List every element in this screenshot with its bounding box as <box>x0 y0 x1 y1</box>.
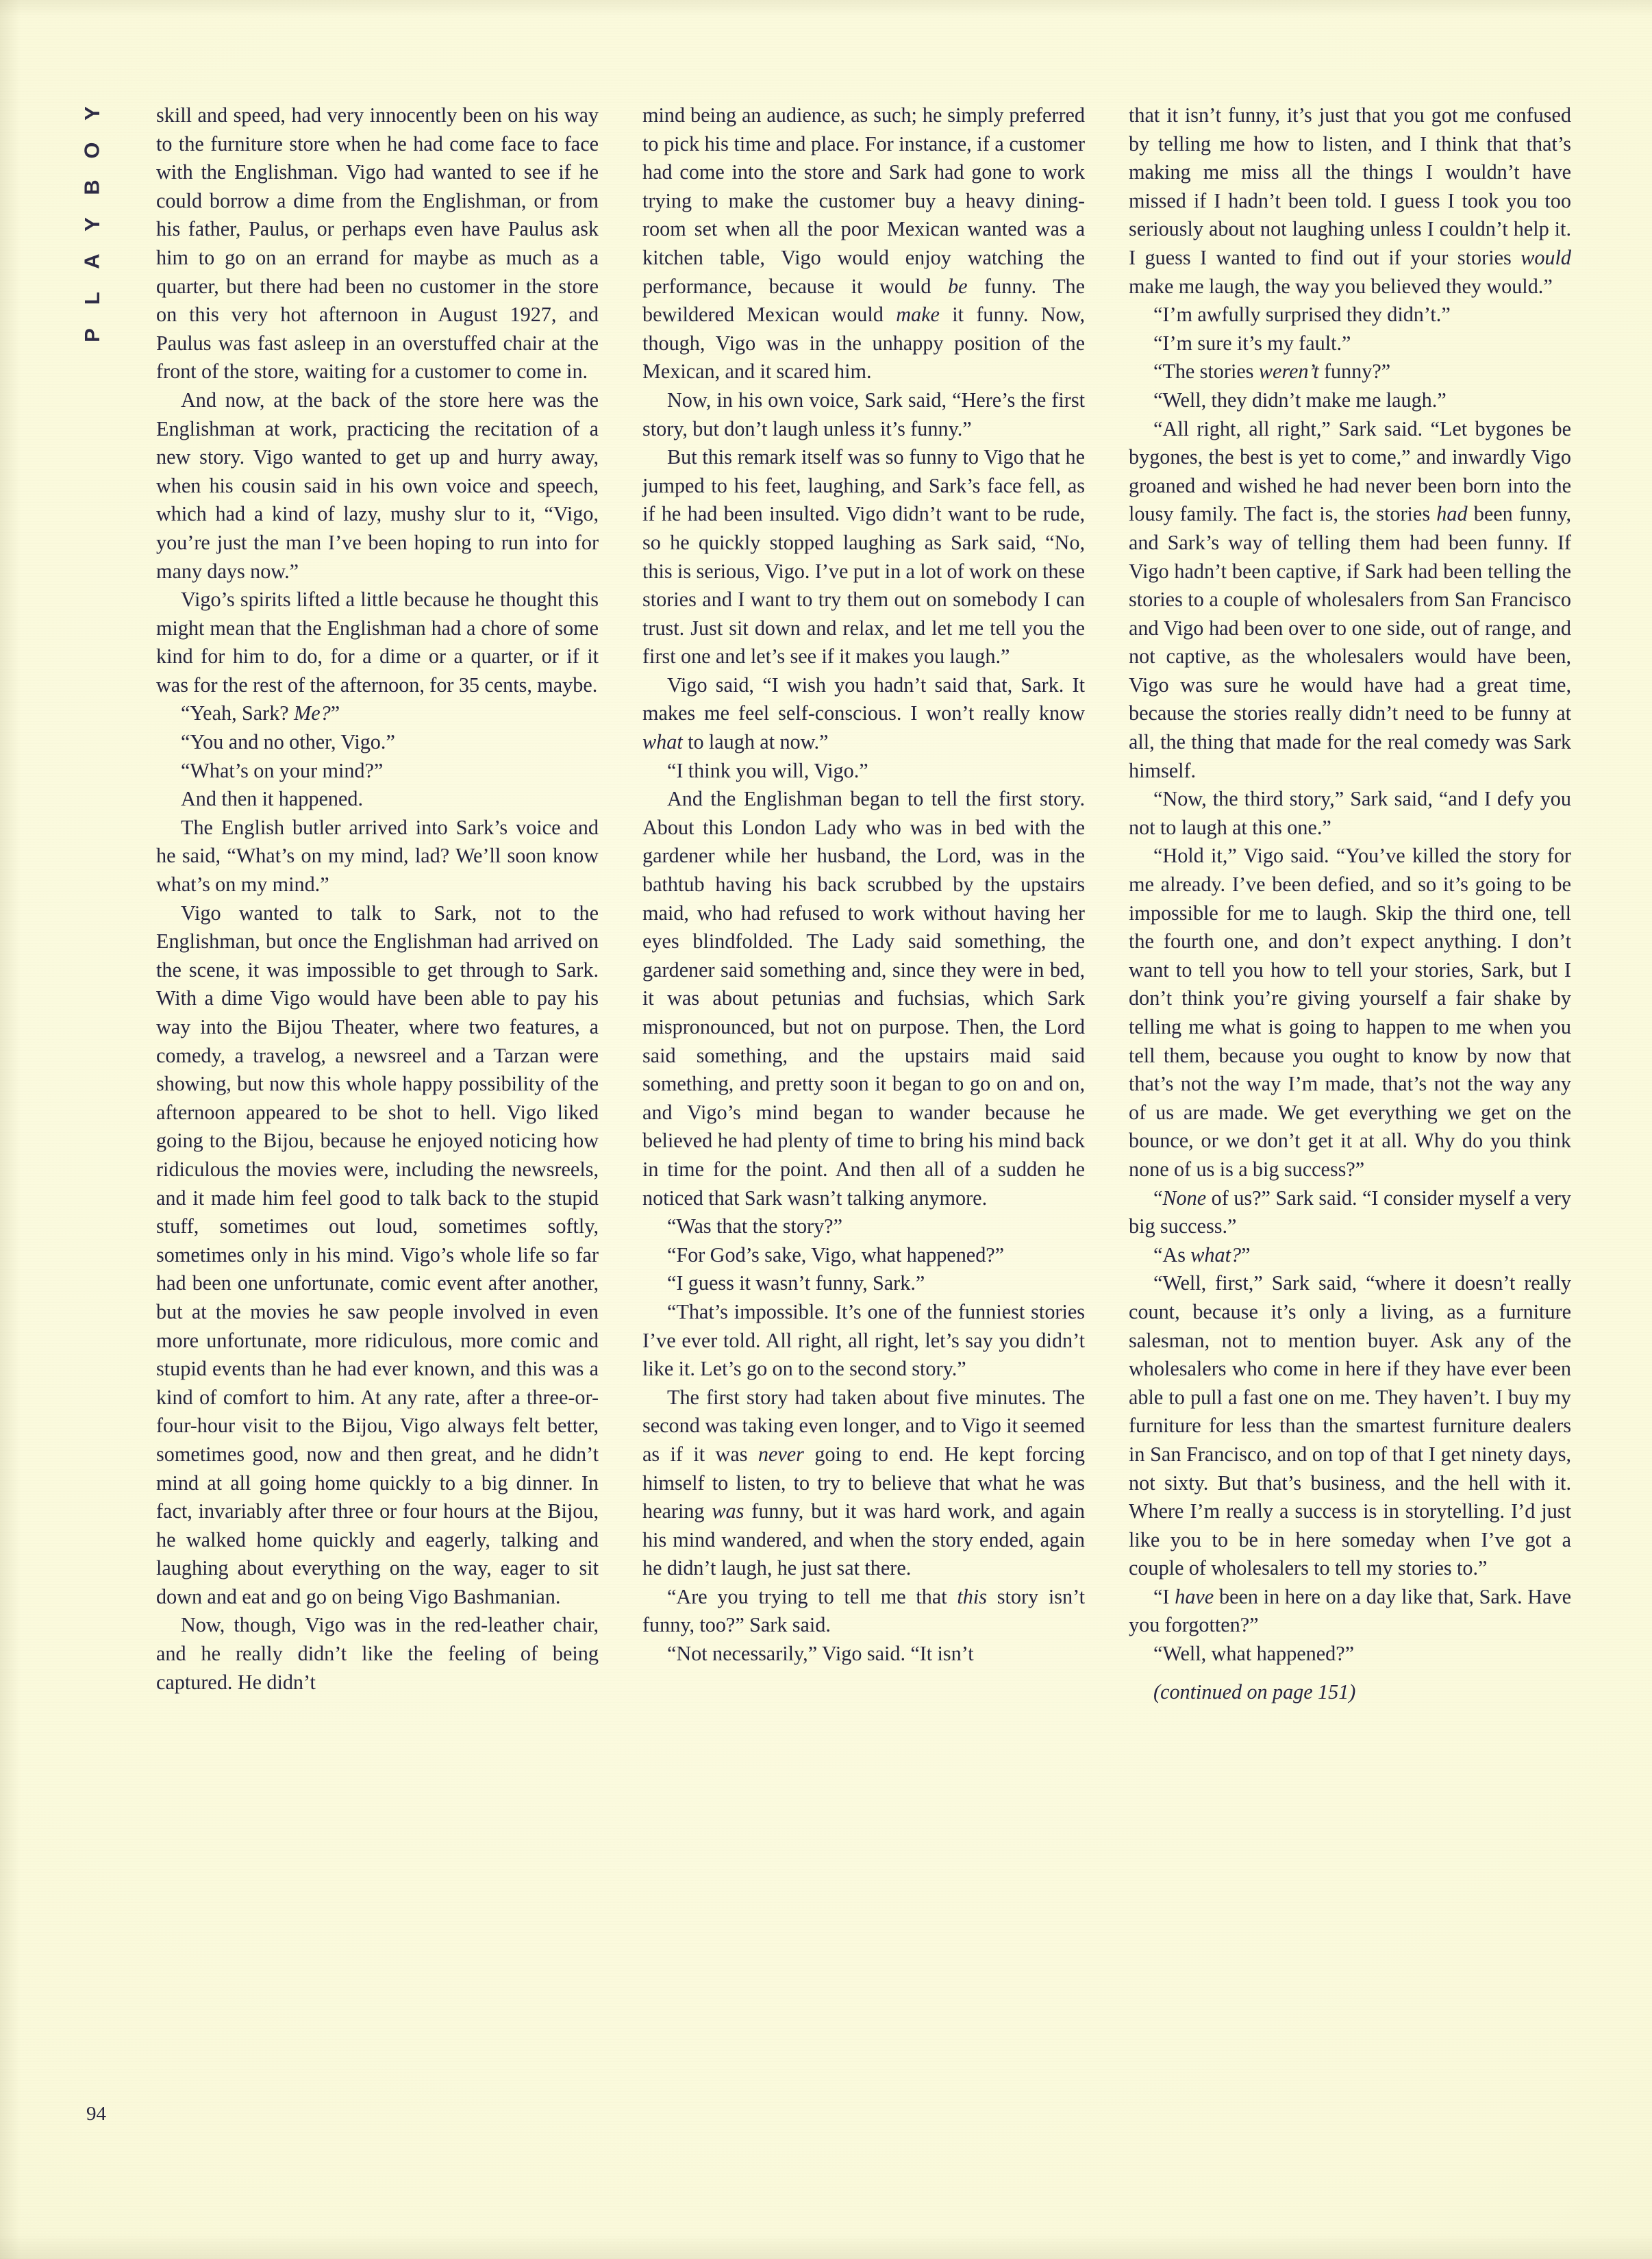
body-paragraph <box>642 101 1085 386</box>
body-paragraph <box>156 586 599 699</box>
emphasis-text: weren’t <box>1258 360 1319 384</box>
continued-note: (continued on page 151) <box>1153 1680 1356 1703</box>
running-head-letter: L <box>79 292 104 305</box>
body-text: “You and no other, Vigo.” <box>181 730 395 754</box>
body-text: funny?” <box>1318 360 1391 384</box>
body-text: “I <box>1153 1584 1175 1608</box>
body-text: “Well, first,” Sark said, “where it doesn’t really count, because it’s only a living, as a furniture salesman, not to mention buyer. Ask any of the wholesalers who come in here if they have ever been able to pull a fast one on me. They haven’t. I buy my furniture for less than the smartest furniture dealers in San Francisco, and on top of that I get ninety days, not sixty. But that’s business, and the hell with it. Where I’m really a success is in storytelling. I’d just like you to be in here someday when I’ve got a couple of wholesalers to tell my stories to.” <box>1129 1271 1571 1580</box>
body-text: Now, though, Vigo was in the red-leather chair, and he really didn’t like the feeling of being captured. He didn’t <box>156 1613 599 1694</box>
body-text: ” <box>1241 1243 1251 1266</box>
emphasis-text: would <box>1520 245 1571 269</box>
body-paragraph <box>1129 415 1571 786</box>
emphasis-text: None <box>1162 1186 1207 1210</box>
body-text: been funny, and Sark’s way of telling them had been funny. If Vigo hadn’t been captive, if Sark had been telling the stories to a couple of wholesalers from San Francisco and Vigo had been over to one side, out of range, and not captive, as the wholesalers would have been, Vigo was sure he would have had a great time, because the stories really didn’t need to be funny at all, the thing that made for the real comedy was Sark himself. <box>1129 502 1571 782</box>
body-paragraph <box>642 1298 1085 1384</box>
body-text: mind being an audience, as such; he simply preferred to pick his time and place. For instance, if a customer had come into the store and Sark had gone to work trying to make the customer buy a heavy dining-room set when all the poor Mexican wanted was a kitchen table, Vigo would enjoy watching the performance, because it would <box>642 103 1085 298</box>
body-text: “Was that the story?” <box>667 1214 842 1238</box>
body-text: “As <box>1153 1243 1191 1266</box>
body-text: And then it happened. <box>181 787 363 811</box>
body-text: And the Englishman began to tell the first story. About this London Lady who was in bed with the gardener while her husband, the Lord, was in the bathtub having his back scrubbed by the upstairs maid, who had refused to work without having her eyes blindfolded. The Lady said something, the gardener said something and, since they were in bed, it was about petunias and fuchsias, which Sark mispronounced, but not on purpose. Then, the Lord said something, and the upstairs maid said something, and pretty soon it began to go on and on, and Vigo’s mind began to wander because he believed he had plenty of time to bring his mind back in time for the point. And then all of a sudden he noticed that Sark wasn’t talking anymore. <box>642 787 1085 1210</box>
body-paragraph <box>156 386 599 586</box>
emphasis-text: what? <box>1190 1243 1242 1266</box>
body-paragraph <box>1129 101 1571 301</box>
emphasis-text: never <box>758 1442 804 1466</box>
body-paragraph <box>642 785 1085 1212</box>
body-text: to laugh at now.” <box>682 730 829 754</box>
body-paragraph <box>1129 1583 1571 1640</box>
emphasis-text: make <box>896 303 940 327</box>
body-text: “Well, what happened?” <box>1153 1642 1355 1666</box>
body-paragraph <box>1129 1184 1571 1241</box>
body-paragraph <box>156 785 599 814</box>
body-text: “Are you trying to tell me that <box>667 1584 958 1608</box>
running-head-letter: B <box>79 179 104 195</box>
body-text: “The stories <box>1153 360 1259 384</box>
emphasis-text: this <box>957 1584 988 1608</box>
emphasis-text: had <box>1436 502 1468 526</box>
body-text: “Now, the third story,” Sark said, “and I defy you not to laugh at this one.” <box>1129 787 1571 839</box>
body-text: “What’s on your mind?” <box>181 758 384 782</box>
body-paragraph <box>1129 1241 1571 1270</box>
body-text: “That’s impossible. It’s one of the funniest stories I’ve ever told. All right, all right, let’s say you didn’t like it. Let’s go on to the second story.” <box>642 1299 1085 1381</box>
page-number: 94 <box>86 2103 106 2125</box>
emphasis-text: what <box>642 730 683 754</box>
body-paragraph <box>642 1241 1085 1270</box>
body-text: But this remark itself was so funny to Vigo that he jumped to his feet, laughing, and Sark’s face fell, as if he had been insulted. Vigo didn’t want to be rude, so he quickly stopped laughing as Sark said, “No, this is serious, Vigo. I’ve put in a lot of work on these stories and I want to try them out on somebody I can trust. Just sit down and relax, and let me tell you the first one and let’s see if it makes you laugh.” <box>642 445 1085 669</box>
body-paragraph <box>642 757 1085 786</box>
body-text: “I’m sure it’s my fault.” <box>1153 331 1351 355</box>
body-paragraph <box>1129 785 1571 842</box>
article-body <box>156 101 1571 2163</box>
body-paragraph <box>156 699 599 728</box>
body-text: that it isn’t funny, it’s just that you got me confused by telling me how to listen, and I think that that’s making me miss all the things I wouldn’t have missed if I hadn’t been told. I guess I took you too seriously about not laughing unless I couldn’t help it. I guess I wanted to find out if your stories <box>1129 103 1571 269</box>
body-text: ” <box>330 701 340 725</box>
body-paragraph <box>156 728 599 757</box>
body-text: The first story had taken about five minutes. The second was taking even longer, and to Vigo it seemed as if it was <box>642 1385 1085 1466</box>
body-text: “I’m awfully surprised they didn’t.” <box>1153 303 1451 327</box>
body-text: “I think you will, Vigo.” <box>667 758 868 782</box>
body-paragraph <box>642 443 1085 671</box>
body-text: going to end. He kept forcing himself to listen, to try to believe that what he was hearing <box>642 1442 1085 1523</box>
body-text: Vigo said, “I wish you hadn’t said that, Sark. It makes me feel self-conscious. I won’t really know <box>642 673 1085 725</box>
body-text: The English butler arrived into Sark’s voice and he said, “What’s on my mind, lad? We’ll soon know what’s on my mind.” <box>156 815 599 897</box>
running-head-letter: Y <box>79 106 104 121</box>
body-text: “ <box>1153 1186 1163 1210</box>
running-head-letter: P <box>79 328 104 342</box>
body-text: “For God’s sake, Vigo, what happened?” <box>667 1243 1005 1266</box>
body-paragraph <box>642 1384 1085 1583</box>
running-head-letter: A <box>79 253 104 269</box>
body-text: Vigo’s spirits lifted a little because he thought this might mean that the Englishman had a chore of some kind for him to do, for a dime or a quarter, or if it was for the rest of the afternoon, for 35 cents, maybe. <box>156 588 599 697</box>
body-paragraph <box>156 814 599 899</box>
running-head-playboy <box>74 103 110 342</box>
body-paragraph <box>1129 358 1571 386</box>
body-text: it funny. Now, though, Vigo was in the unhappy position of the Mexican, and it scared him. <box>642 303 1085 384</box>
body-paragraph <box>156 1611 599 1697</box>
body-text: And now, at the back of the store here was the Englishman at work, practicing the recitation of a new story. Vigo wanted to get up and hurry away, when his cousin said in his own voice and speech, which had a kind of lazy, mushy slur to it, “Vigo, you’re just the man I’ve been hoping to run into for many days now.” <box>156 388 599 583</box>
body-text: “Hold it,” Vigo said. “You’ve killed the story for me already. I’ve been defied, and so it’s going to be impossible for me to laugh. Skip the third one, tell the fourth one, and don’t expect anything. I don’t want to tell you how to tell your stories, Sark, but I don’t think you’re giving yourself a fair shake by telling me what is going to happen to me when you tell them, because you ought to know by now that that’s not the way I’m made, that’s not the way any of us are made. We get everything we get on the bounce, or we don’t get it at all. Why do you think none of us is a big success?” <box>1129 844 1571 1181</box>
body-text: funny, but it was hard work, and again his mind wandered, and when the story ended, again he didn’t laugh, he just sat there. <box>642 1499 1085 1580</box>
running-head-letter: O <box>79 142 104 159</box>
body-paragraph <box>642 386 1085 443</box>
body-text: “Not necessarily,” Vigo said. “It isn’t <box>667 1642 974 1666</box>
body-paragraph <box>642 1583 1085 1640</box>
body-paragraph <box>1129 1269 1571 1583</box>
body-paragraph <box>1129 386 1571 415</box>
body-paragraph <box>642 1269 1085 1298</box>
emphasis-text: Me? <box>294 701 331 725</box>
body-text: story isn’t funny, too?” Sark said. <box>642 1584 1085 1637</box>
body-paragraph <box>1129 329 1571 358</box>
body-paragraph <box>1129 1640 1571 1669</box>
body-text: Vigo wanted to talk to Sark, not to the Englishman, but once the Englishman had arrived on the scene, it was impossible to get through to Sark. With a dime Vigo would have been able to pay his way into the Bijou Theater, where two features, a comedy, a travelog, a newsreel and a Tarzan were showing, but now this whole happy possibility of the afternoon appeared to be shot to hell. Vigo liked going to the Bijou, because he enjoyed noticing how ridiculous the movies were, including the newsreels, and it made him feel good to talk back to the stupid stuff, sometimes out loud, sometimes softly, sometimes only in his mind. Vigo’s whole life so far had been one unfortunate, comic event after another, but at the movies he saw people involved in even more unfortunate, more ridiculous, more comic and stupid events than he had ever known, and this was a kind of comfort to him. At any rate, after a three-or-four-hour visit to the Bijou, Vigo always felt better, sometimes good, now and then great, and he didn’t mind at all going home quickly to a big dinner. In fact, invariably after three or four hours at the Bijou, he walked home quickly and eagerly, talking and laughing about everything on the way, eager to sit down and eat and go on being Vigo Bashmanian. <box>156 901 599 1608</box>
body-text: been in here on a day like that, Sark. Have you forgotten?” <box>1129 1584 1571 1637</box>
body-paragraph <box>156 899 599 1612</box>
body-text: Now, in his own voice, Sark said, “Here’s the first story, but don’t laugh unless it’s funny.” <box>642 388 1085 440</box>
running-head-letter: Y <box>79 217 104 232</box>
body-text: “Yeah, Sark? <box>181 701 295 725</box>
text-column-2 <box>642 101 1085 2163</box>
body-text: “I guess it wasn’t funny, Sark.” <box>667 1271 925 1295</box>
body-paragraph <box>642 671 1085 757</box>
body-paragraph <box>642 1640 1085 1669</box>
body-paragraph <box>156 757 599 786</box>
body-text: of us?” Sark said. “I consider myself a very big success.” <box>1129 1186 1571 1238</box>
body-text: skill and speed, had very innocently been on his way to the furniture store when he had come face to face with the Englishman. Vigo had wanted to see if he could borrow a dime from the Englishman, or from his father, Paulus, or perhaps even have Paulus ask him to go on an errand for maybe as much as a quarter, but there had been no customer in the store on this very hot afternoon in August 1927, and Paulus was fast asleep in an overstuffed chair at the front of the store, waiting for a customer to come in. <box>156 103 599 384</box>
body-text: “All right, all right,” Sark said. “Let bygones be bygones, the best is yet to come,” and inwardly Vigo groaned and wished he had never been born into the lousy family. The fact is, the stories <box>1129 416 1571 526</box>
emphasis-text: be <box>948 274 968 298</box>
body-text: make me laugh, the way you believed they would.” <box>1129 274 1553 298</box>
body-paragraph <box>156 101 599 386</box>
body-text: “Well, they didn’t make me laugh.” <box>1153 388 1447 412</box>
text-column-1 <box>156 101 599 2163</box>
body-paragraph <box>1129 842 1571 1184</box>
emphasis-text: was <box>712 1499 744 1523</box>
body-text: funny. The bewildered Mexican would <box>642 274 1085 327</box>
text-column-3 <box>1129 101 1571 2163</box>
body-paragraph <box>1129 301 1571 329</box>
emphasis-text: have <box>1175 1584 1214 1608</box>
body-paragraph <box>642 1212 1085 1241</box>
